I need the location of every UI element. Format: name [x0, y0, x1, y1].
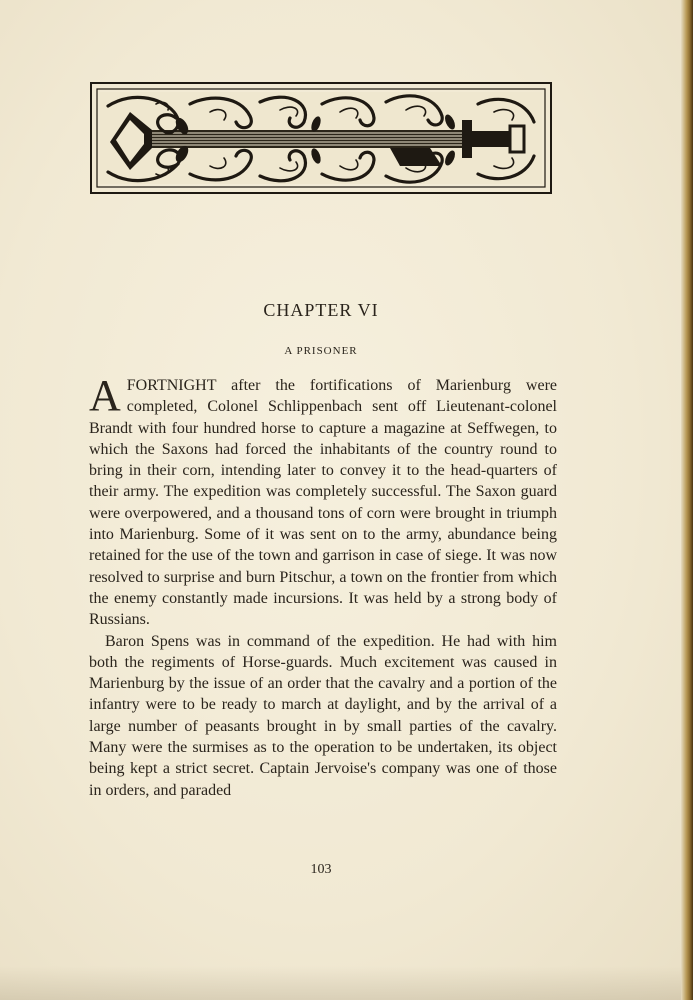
paragraph-2: Baron Spens was in command of the expedition. He had with him both the regiments of Horse-guards. Much excitement was caused in Marienburg by the issue of an order that the cavalry and a portion of the infantry were to be ready to march at daylight, and by the arrival of a large number of peasants brought in by small parties of the cavalry. Many were the surmises as to the operation to be undertaken, its object being kept a strict secret. Captain Jervoise's company was one of those in orders, and paraded	[89, 632, 557, 799]
paragraph-1-text: FORTNIGHT after the fortifications of Marienburg were completed, Colonel Schlippenbach sent off Lieutenant-colonel Brandt with four hundred horse to capture a magazine at Seffwegen, to which the Saxons had forced the inhabitants of the country round to bring in their corn, intending later to convey it to the head-quarters of their army. The expedition was completely successful. The Saxon guard were overpowered, and a thousand tons of corn were brought in triumph into Marienburg. Some of it was sent on to the army, abundance being retained for the use of the town and garrison in case of siege. It was now resolved to surprise and burn Pitschur, a town on the frontier from which the enemy constantly made incursions. It was held by a strong body of Russians.	[89, 377, 557, 629]
paragraph-1	[89, 371, 557, 631]
chapter-title: CHAPTER VI	[263, 300, 379, 320]
book-spine-edge	[681, 0, 693, 1000]
ornament-vine-icon	[90, 82, 552, 194]
drop-cap-letter: A	[89, 371, 121, 420]
page-bottom-shadow	[0, 966, 693, 1000]
chapter-headpiece-ornament	[90, 82, 552, 194]
chapter-subtitle: A PRISONER	[284, 345, 358, 357]
chapter-body	[89, 371, 557, 801]
page-number: 103	[310, 862, 332, 877]
